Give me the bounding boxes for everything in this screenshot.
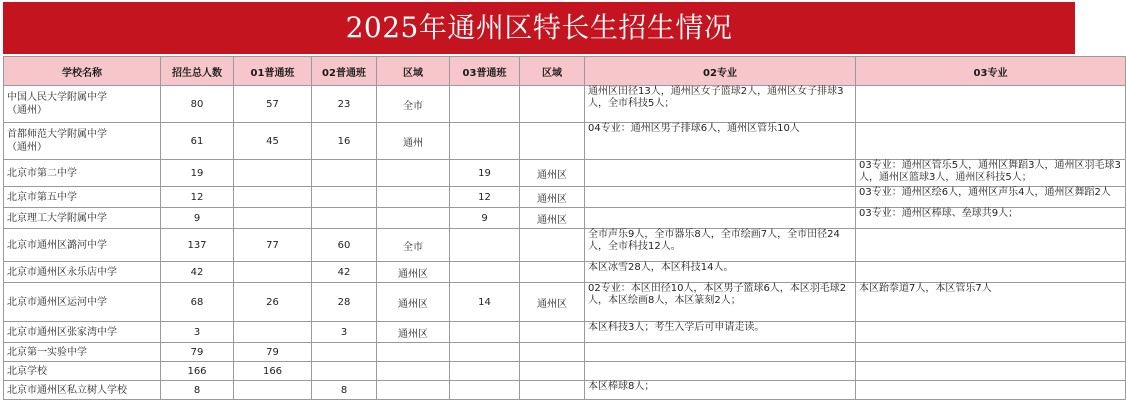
area1-cell: 通州区 <box>377 322 450 343</box>
school-name-cell: 北京学校 <box>4 362 161 381</box>
total-cell: 8 <box>161 381 234 400</box>
class02-cell: 42 <box>312 262 377 283</box>
total-cell: 12 <box>161 187 234 208</box>
class02-cell <box>312 160 377 187</box>
class03-cell <box>450 362 520 381</box>
area1-cell <box>377 381 450 400</box>
major02-cell <box>585 160 856 187</box>
major02-cell: 通州区田径13人，通州区女子篮球2人，通州区女子排球3人，全市科技5人； <box>585 86 856 123</box>
class03-cell <box>450 123 520 160</box>
class03-cell <box>450 86 520 123</box>
table-row <box>4 86 1126 123</box>
table-row <box>4 283 1126 322</box>
class03-cell: 19 <box>450 160 520 187</box>
major03-cell: 03专业：通州区绘6人，通州区声乐4人，通州区舞蹈2人 <box>856 187 1126 208</box>
area2-cell <box>520 229 585 262</box>
col-header-school: 学校名称 <box>4 57 161 86</box>
total-cell: 137 <box>161 229 234 262</box>
class01-cell: 166 <box>234 362 312 381</box>
class03-cell <box>450 343 520 362</box>
major03-cell <box>856 362 1126 381</box>
school-name-cell: 北京市通州区运河中学 <box>4 283 161 322</box>
school-name-cell: 北京市通州区私立树人学校 <box>4 381 161 400</box>
school-name-cell: 北京理工大学附属中学 <box>4 208 161 229</box>
major02-cell <box>585 187 856 208</box>
class03-cell <box>450 322 520 343</box>
major03-cell <box>856 262 1126 283</box>
class03-cell <box>450 229 520 262</box>
area2-cell: 通州区 <box>520 187 585 208</box>
table-row <box>4 123 1126 160</box>
class02-cell <box>312 343 377 362</box>
area1-cell: 全市 <box>377 86 450 123</box>
school-name-cell: 中国人民大学附属中学 （通州） <box>4 86 161 123</box>
class02-cell: 28 <box>312 283 377 322</box>
class01-cell: 45 <box>234 123 312 160</box>
class02-cell: 8 <box>312 381 377 400</box>
col-header-area2: 区域 <box>520 57 585 86</box>
major03-cell <box>856 343 1126 362</box>
major03-cell <box>856 381 1126 400</box>
total-cell: 3 <box>161 322 234 343</box>
major03-cell: 本区跆拳道7人，本区管乐7人 <box>856 283 1126 322</box>
total-cell: 79 <box>161 343 234 362</box>
major02-cell: 02专业：本区田径10人，本区男子篮球6人，本区羽毛球2人，本区绘画8人，本区篆刻2人； <box>585 283 856 322</box>
col-header-class02: 02普通班 <box>312 57 377 86</box>
col-header-total: 招生总人数 <box>161 57 234 86</box>
area2-cell <box>520 343 585 362</box>
table-row <box>4 160 1126 187</box>
major02-cell: 本区棒球8人； <box>585 381 856 400</box>
col-header-class01: 01普通班 <box>234 57 312 86</box>
col-header-major02: 02专业 <box>585 57 856 86</box>
area2-cell: 通州区 <box>520 160 585 187</box>
class01-cell <box>234 262 312 283</box>
table-row <box>4 229 1126 262</box>
class01-cell <box>234 187 312 208</box>
area2-cell <box>520 381 585 400</box>
major02-cell: 04专业：通州区男子排球6人，通州区管乐10人 <box>585 123 856 160</box>
class02-cell <box>312 187 377 208</box>
school-name-cell: 北京市通州区张家湾中学 <box>4 322 161 343</box>
class01-cell: 77 <box>234 229 312 262</box>
class02-cell: 16 <box>312 123 377 160</box>
header-row <box>4 57 1126 86</box>
school-name-cell: 北京市通州区潞河中学 <box>4 229 161 262</box>
area1-cell: 通州 <box>377 123 450 160</box>
total-cell: 80 <box>161 86 234 123</box>
area2-cell: 通州区 <box>520 283 585 322</box>
area2-cell: 通州区 <box>520 208 585 229</box>
major02-cell <box>585 208 856 229</box>
col-header-class03: 03普通班 <box>450 57 520 86</box>
total-cell: 42 <box>161 262 234 283</box>
area1-cell <box>377 160 450 187</box>
area1-cell: 全市 <box>377 229 450 262</box>
table-row <box>4 362 1126 381</box>
area1-cell <box>377 187 450 208</box>
area2-cell <box>520 86 585 123</box>
major02-cell <box>585 343 856 362</box>
school-name-cell: 北京市通州区永乐店中学 <box>4 262 161 283</box>
major03-cell <box>856 322 1126 343</box>
area2-cell <box>520 123 585 160</box>
class03-cell: 9 <box>450 208 520 229</box>
total-cell: 9 <box>161 208 234 229</box>
class03-cell: 12 <box>450 187 520 208</box>
major02-cell: 本区冰雪28人，本区科技14人。 <box>585 262 856 283</box>
school-name-cell: 北京市第五中学 <box>4 187 161 208</box>
major03-cell: 03专业：通州区管乐5人，通州区舞蹈3人，通州区羽毛球3人，通州区篮球3人，通州区科技5人； <box>856 160 1126 187</box>
class01-cell: 57 <box>234 86 312 123</box>
area1-cell: 通州区 <box>377 283 450 322</box>
class02-cell <box>312 362 377 381</box>
school-name-cell: 北京市第二中学 <box>4 160 161 187</box>
page-title: 2025年通州区特长生招生情况 <box>3 2 1075 54</box>
col-header-area1: 区域 <box>377 57 450 86</box>
area1-cell <box>377 208 450 229</box>
school-name-cell: 北京第一实验中学 <box>4 343 161 362</box>
table-row <box>4 322 1126 343</box>
major02-cell: 本区科技3人；考生入学后可申请走读。 <box>585 322 856 343</box>
total-cell: 61 <box>161 123 234 160</box>
major03-cell <box>856 123 1126 160</box>
table-row <box>4 262 1126 283</box>
major03-cell <box>856 86 1126 123</box>
total-cell: 68 <box>161 283 234 322</box>
class03-cell <box>450 381 520 400</box>
table-row <box>4 187 1126 208</box>
area1-cell <box>377 362 450 381</box>
major02-cell: 全市声乐9人，全市器乐8人，全市绘画7人，全市田径24人，全市科技12人。 <box>585 229 856 262</box>
class01-cell: 26 <box>234 283 312 322</box>
table-row <box>4 381 1126 400</box>
table-row <box>4 208 1126 229</box>
table-row <box>4 343 1126 362</box>
major02-cell <box>585 362 856 381</box>
class02-cell: 23 <box>312 86 377 123</box>
class01-cell: 79 <box>234 343 312 362</box>
major03-cell <box>856 229 1126 262</box>
area2-cell <box>520 362 585 381</box>
area2-cell <box>520 262 585 283</box>
col-header-major03: 03专业 <box>856 57 1126 86</box>
class01-cell <box>234 381 312 400</box>
class02-cell <box>312 208 377 229</box>
total-cell: 166 <box>161 362 234 381</box>
area1-cell: 通州区 <box>377 262 450 283</box>
enrollment-table <box>3 56 1126 400</box>
class03-cell <box>450 262 520 283</box>
class02-cell: 3 <box>312 322 377 343</box>
area1-cell <box>377 343 450 362</box>
class01-cell <box>234 322 312 343</box>
area2-cell <box>520 322 585 343</box>
major03-cell: 03专业：通州区棒球、垒球共9人； <box>856 208 1126 229</box>
school-name-cell: 首都师范大学附属中学 （通州） <box>4 123 161 160</box>
spreadsheet <box>3 2 1121 404</box>
total-cell: 19 <box>161 160 234 187</box>
class02-cell: 60 <box>312 229 377 262</box>
class01-cell <box>234 208 312 229</box>
class01-cell <box>234 160 312 187</box>
class03-cell: 14 <box>450 283 520 322</box>
